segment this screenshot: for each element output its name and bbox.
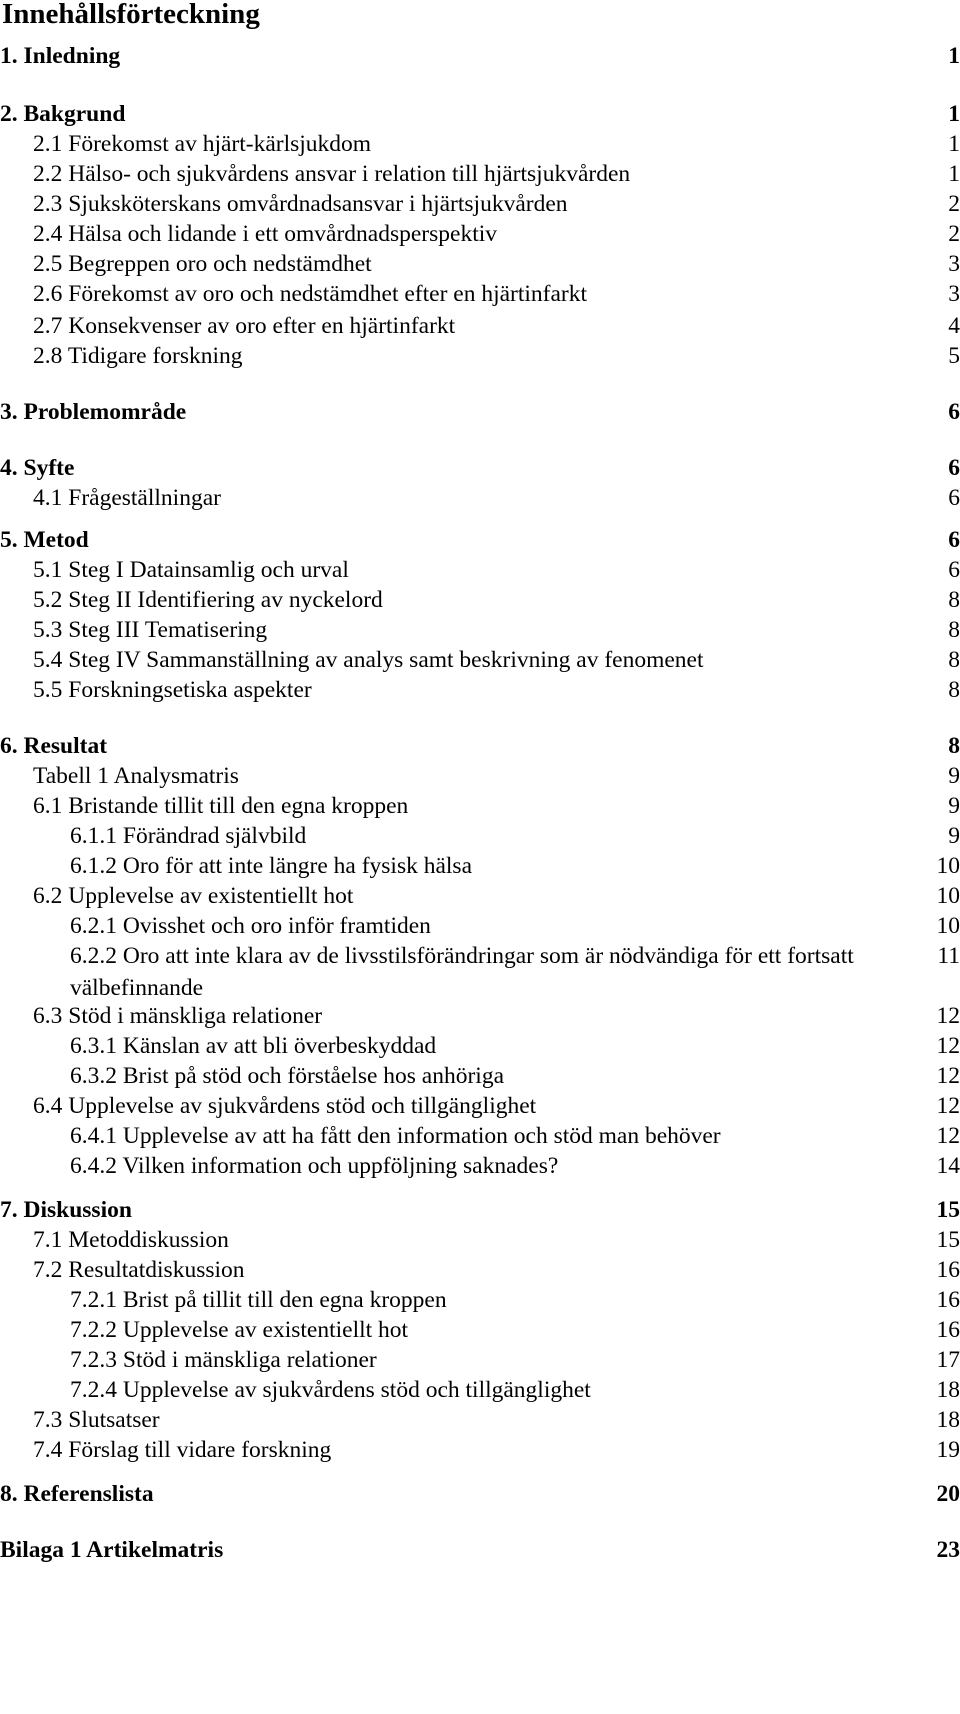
toc-entry-text: 7.2 Resultatdiskussion [33,1257,245,1283]
toc-entry-text: 5.4 Steg IV Sammanställning av analys samt beskrivning av fenomenet [33,647,704,673]
toc-entry[interactable] [0,340,960,372]
toc-entry-page: 23 [936,1537,960,1563]
toc-entry-text: Tabell 1 Analysmatris [33,763,239,789]
toc-entry-text: 1. Inledning [0,43,121,69]
toc-entry[interactable] [0,1030,960,1062]
toc-entry-text: 2.2 Hälso- och sjukvårdens ansvar i relation till hjärtsjukvården [33,161,631,187]
toc-entry-page: 15 [936,1227,960,1253]
toc-entry-text: 5.5 Forskningsetiska aspekter [33,677,312,703]
toc-entry[interactable] [0,1150,960,1182]
toc-entry-text: 7.2.3 Stöd i mänskliga relationer [70,1347,377,1373]
toc-entry-page: 8 [948,733,960,759]
toc-entry-text: 6.2.1 Ovisshet och oro inför framtiden [70,913,431,939]
toc-entry[interactable] [0,910,960,942]
toc-entry-page: 9 [948,763,960,789]
toc-entry-page: 12 [936,1003,960,1029]
toc-entry-page: 6 [948,527,960,553]
toc-entry-text: Bilaga 1 Artikelmatris [0,1537,224,1563]
toc-entry[interactable] [0,880,960,912]
toc-entry-page: 9 [948,793,960,819]
toc-entry-text: 7. Diskussion [0,1197,132,1223]
toc-entry[interactable] [0,40,960,72]
toc-entry-text: 2.7 Konsekvenser av oro efter en hjärtinfarkt [33,313,456,339]
toc-entry-page: 8 [948,647,960,673]
toc-entry-text: 6.4 Upplevelse av sjukvårdens stöd och tillgänglighet [33,1093,537,1119]
toc-entry-page: 1 [948,131,960,157]
toc-entry-text: 6. Resultat [0,733,108,759]
toc-entry-text: 7.2.4 Upplevelse av sjukvårdens stöd och tillgänglighet [70,1377,591,1403]
toc-entry[interactable] [0,482,960,514]
toc-entry[interactable] [0,614,960,646]
toc-entry-page: 3 [948,281,960,307]
toc-entry[interactable] [0,524,960,556]
toc-entry-page: 10 [936,883,960,909]
toc-entry-text: 4.1 Frågeställningar [33,485,221,511]
toc-entry[interactable] [0,1404,960,1436]
toc-entry-text: 7.3 Slutsatser [33,1407,160,1433]
toc-title: Innehållsförteckning [2,0,260,30]
toc-entry-page: 1 [948,161,960,187]
toc-entry-text: 4. Syfte [0,455,75,481]
toc-entry[interactable] [0,1090,960,1122]
toc-entry[interactable] [0,1060,960,1092]
toc-entry-page: 15 [936,1197,960,1223]
toc-entry[interactable] [0,584,960,616]
toc-entry-page: 8 [948,587,960,613]
toc-entry[interactable] [0,396,960,428]
toc-entry-page: 9 [948,823,960,849]
toc-entry-text: 6.2.2 Oro att inte klara av de livsstilsförändringar som är nödvändiga för ett fortsatt välbefinnande [70,943,854,1001]
toc-entry-text: 6.3 Stöd i mänskliga relationer [33,1003,323,1029]
toc-entry-text: 7.1 Metoddiskussion [33,1227,229,1253]
toc-entry-text: 6.4.2 Vilken information och uppföljning saknades? [70,1153,559,1179]
toc-entry-page: 20 [936,1481,960,1507]
toc-entry[interactable] [0,554,960,586]
toc-entry-text: 6.1.1 Förändrad självbild [70,823,307,849]
toc-entry[interactable] [0,850,960,882]
toc-entry-page: 18 [936,1377,960,1403]
toc-entry-page: 4 [948,313,960,339]
toc-entry-text: 7.4 Förslag till vidare forskning [33,1437,332,1463]
toc-entry[interactable] [0,278,960,310]
toc-entry[interactable] [0,674,960,706]
toc-entry-page: 17 [936,1347,960,1373]
toc-entry-page: 6 [948,455,960,481]
toc-entry[interactable] [0,644,960,676]
toc-entry-page: 19 [936,1437,960,1463]
toc-entry-text: 8. Referenslista [0,1481,154,1507]
toc-entry-page: 11 [937,943,960,969]
toc-entry[interactable] [0,1344,960,1376]
toc-entry-page: 3 [948,251,960,277]
toc-entry-text: 2.6 Förekomst av oro och nedstämdhet efter en hjärtinfarkt [33,281,588,307]
toc-entry-page: 2 [948,191,960,217]
toc-entry-text: 2.3 Sjuksköterskans omvårdnadsansvar i hjärtsjukvården [33,191,568,217]
toc-entry-page: 8 [948,617,960,643]
toc-entry-page: 1 [948,43,960,69]
toc-entry[interactable] [0,218,960,250]
toc-entry[interactable] [0,188,960,220]
toc-entry[interactable] [0,1284,960,1316]
toc-entry-text: 6.1.2 Oro för att inte längre ha fysisk hälsa [70,853,473,879]
toc-entry[interactable] [0,1434,960,1466]
toc-entry-page: 12 [936,1033,960,1059]
toc-entry[interactable] [0,1374,960,1406]
toc-entry-text: 6.4.1 Upplevelse av att ha fått den information och stöd man behöver [70,1123,721,1149]
toc-entry-page: 16 [936,1287,960,1313]
toc-entry-page: 10 [936,913,960,939]
toc-entry[interactable] [0,820,960,852]
toc-entry[interactable] [0,1478,960,1510]
toc-entry-page: 12 [936,1093,960,1119]
toc-entry[interactable] [0,128,960,160]
toc-entry-text: 6.1 Bristande tillit till den egna kroppen [33,793,409,819]
toc-entry[interactable] [0,1254,960,1286]
toc-entry-page: 10 [936,853,960,879]
toc-entry-text: 5.1 Steg I Datainsamlig och urval [33,557,349,583]
toc-entry-text: 2.1 Förekomst av hjärt-kärlsjukdom [33,131,372,157]
toc-entry-text: 3. Problemområde [0,399,187,425]
toc-entry[interactable] [0,940,960,1004]
toc-entry-page: 6 [948,399,960,425]
toc-entry-text: 2.5 Begreppen oro och nedstämdhet [33,251,372,277]
toc-entry[interactable] [0,1534,960,1566]
toc-entry[interactable] [0,1224,960,1256]
toc-entry-text: 2.4 Hälsa och lidande i ett omvårdnadsperspektiv [33,221,497,247]
toc-entry-page: 2 [948,221,960,247]
toc-entry-page: 6 [948,485,960,511]
toc-entry-text: 6.3.2 Brist på stöd och förståelse hos anhöriga [70,1063,505,1089]
toc-entry-text: 5.2 Steg II Identifiering av nyckelord [33,587,383,613]
toc-entry-page: 8 [948,677,960,703]
toc-entry-page: 6 [948,557,960,583]
toc-entry-text: 5.3 Steg III Tematisering [33,617,268,643]
toc-entry-page: 16 [936,1317,960,1343]
toc-entry-page: 14 [936,1153,960,1179]
toc-entry[interactable] [0,1194,960,1226]
toc-entry-text: 5. Metod [0,527,89,553]
toc-entry-page: 16 [936,1257,960,1283]
toc-entry-page: 12 [936,1123,960,1149]
toc-entry[interactable] [0,98,960,130]
toc-entry-text: 2. Bakgrund [0,101,126,127]
toc-entry-text: 7.2.1 Brist på tillit till den egna kroppen [70,1287,447,1313]
toc-entry-text: 6.3.1 Känslan av att bli överbeskyddad [70,1033,437,1059]
toc-entry[interactable] [0,730,960,762]
toc-entry[interactable] [0,248,960,280]
toc-entry[interactable] [0,790,960,822]
toc-entry[interactable] [0,310,960,342]
toc-entry[interactable] [0,1314,960,1346]
toc-entry-page: 1 [948,101,960,127]
toc-entry-page: 12 [936,1063,960,1089]
toc-entry-text: 6.2 Upplevelse av existentiellt hot [33,883,354,909]
toc-entry[interactable] [0,158,960,190]
toc-entry-page: 5 [948,343,960,369]
toc-entry-text: 7.2.2 Upplevelse av existentiellt hot [70,1317,409,1343]
toc-entry[interactable] [0,760,960,792]
toc-entry-text: 2.8 Tidigare forskning [33,343,243,369]
toc-entry[interactable] [0,1000,960,1032]
toc-entry[interactable] [0,1120,960,1152]
toc-entry-page: 18 [936,1407,960,1433]
toc-entry[interactable] [0,452,960,484]
